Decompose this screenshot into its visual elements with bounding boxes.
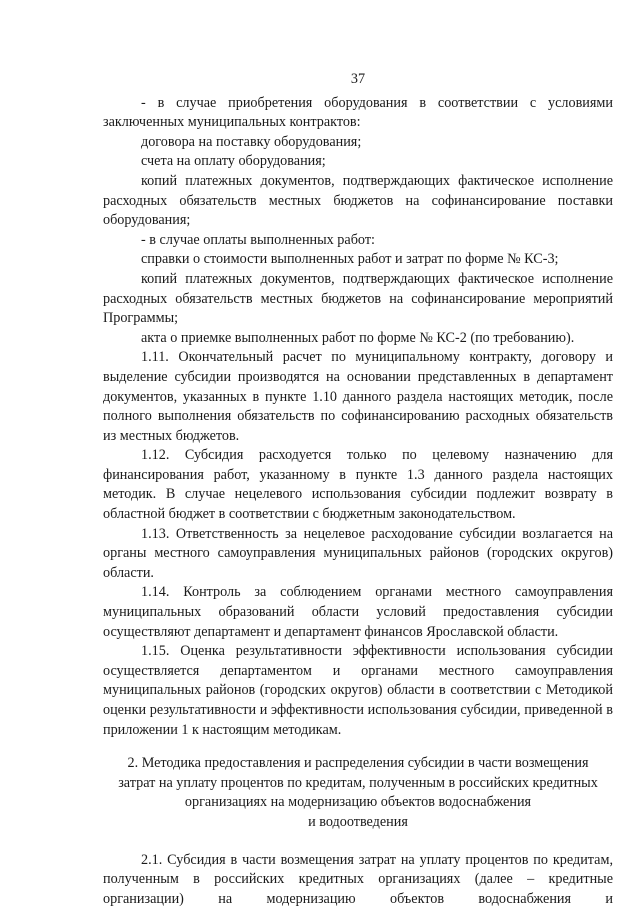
heading-line: затрат на уплату процентов по кредитам, полученным в российских кредитных: [118, 774, 598, 791]
paragraph: счета на оплату оборудования;: [141, 153, 326, 170]
paragraph: копий платежных документов, подтверждающих фактическое исполнение расходных обязательств местных бюджетов на софинансирование поставки оборудования;: [103, 172, 613, 229]
heading-line: организациях на модернизацию объектов водоснабжения: [184, 794, 532, 811]
section-heading: [103, 754, 613, 832]
heading-line: 2. Методика предоставления и распределения субсидии в части возмещения: [127, 755, 589, 772]
paragraph: 1.15. Оценка результативности эффективности использования субсидии осуществляется департаментом и органами местного самоуправления муниципальных районов (городских округов) области в соответствии с Методикой оценки результативности и эффективности использования субсидии, приведенной в приложении 1 к настоящим методикам.: [103, 643, 613, 738]
paragraph: 2.1. Субсидия в части возмещения затрат на уплату процентов по кредитам, полученным в российских кредитных организациях (далее – кредитные организации) на модернизацию объектов водоснабжения и: [103, 851, 613, 907]
page-number: 37: [350, 71, 366, 87]
paragraph: справки о стоимости выполненных работ и затрат по форме № КС-3;: [141, 251, 559, 268]
paragraph: акта о приемке выполненных работ по форме № КС-2 (по требованию).: [141, 329, 575, 346]
document-page: [103, 70, 613, 909]
paragraph: договора на поставку оборудования;: [141, 133, 362, 150]
paragraph: 1.11. Окончательный расчет по муниципальному контракту, договору и выделение субсидии производятся на основании представленных в департамент документов, указанных в пункте 1.10 данного раздела настоящих методик, после полного выполнения обязательств по софинансированию расходных обязательств из местных бюджетов.: [103, 349, 613, 444]
paragraph: 1.13. Ответственность за нецелевое расходование субсидии возлагается на органы местного самоуправления муниципальных районов (городских округов) области.: [103, 525, 613, 581]
paragraph: 1.12. Субсидия расходуется только по целевому назначению для финансирования работ, указанному в пункте 1.3 данного раздела настоящих методик. В случае нецелевого использования субсидии подлежит возврату в областной бюджет в соответствии с бюджетным законодательством.: [103, 447, 613, 523]
paragraph: - в случае приобретения оборудования в соответствии с условиями заключенных муниципальных контрактов:: [103, 94, 613, 131]
paragraph: 1.14. Контроль за соблюдением органами местного самоуправления муниципальных образований области условий предоставления субсидии осуществляют департамент и департамент финансов Ярославской области.: [103, 584, 613, 640]
paragraph: - в случае оплаты выполненных работ:: [141, 231, 375, 248]
heading-line: и водоотведения: [308, 813, 408, 830]
paragraph: копий платежных документов, подтверждающих фактическое исполнение расходных обязательств местных бюджетов на софинансирование мероприятий Программы;: [103, 270, 613, 327]
